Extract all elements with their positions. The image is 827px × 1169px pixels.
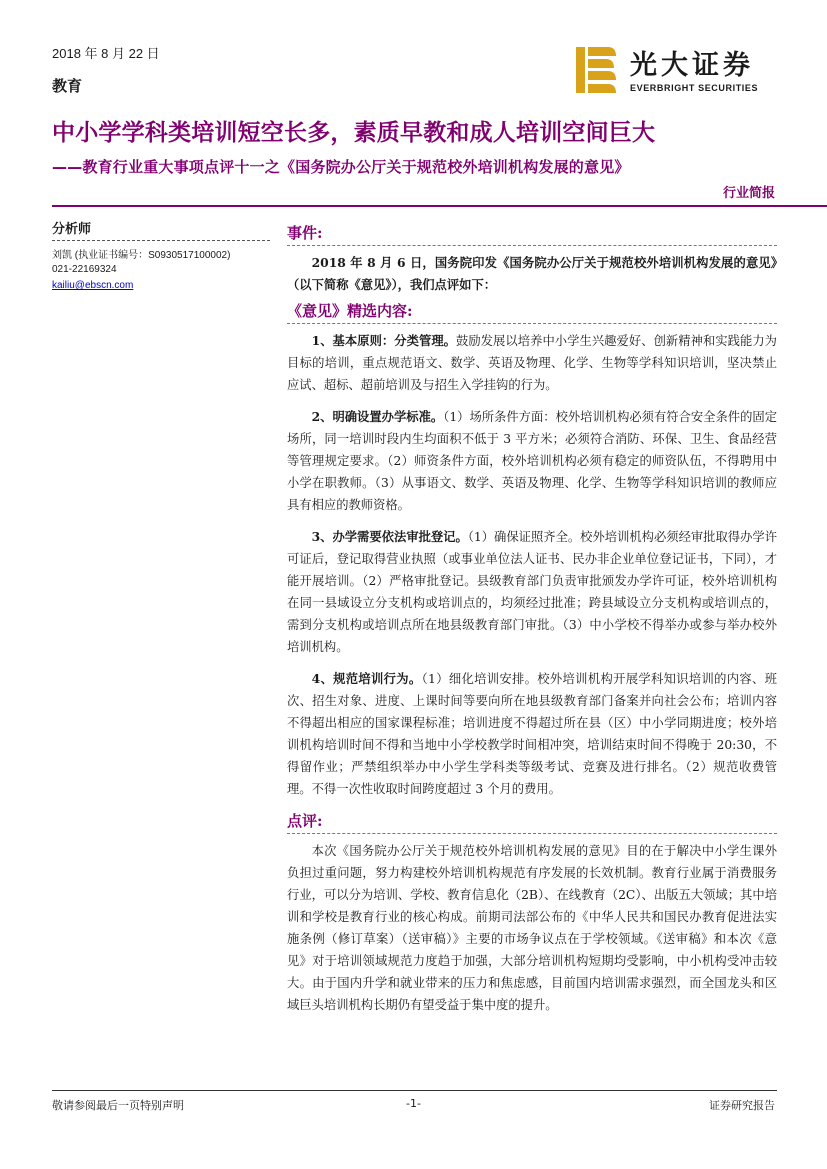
footer-report-label: 证券研究报告 [709, 1099, 775, 1112]
footer-disclaimer: 敬请参阅最后一页特别声明 [52, 1099, 184, 1112]
highlight-text: （1）细化培训安排。校外培训机构开展学科知识培训的内容、班次、招生对象、进度、上课时间等要向所在地县级教育部门备案并向社会公布；培训内容不得超出相应的国家课程标准；培训进度不得超过所在县（区）中小学同期进度；校外培训机构培训时间不得和当地中小学校教学时间相冲突，培训结束时间不得晚于 20:30，不得留作业；严禁组织举办中小学生学科类等级考试、竞赛及进行排名。（2）规范收费管理。不得一次性收取时间跨度超过 3 个月的费用。 [287, 672, 777, 796]
highlight-text: （1）场所条件方面：校外培训机构必须有符合安全条件的固定场所，同一培训时段内生均面积不低于 3 平方米；必须符合消防、环保、卫生、食品经营等管理规定要求。（2）师资条件方面，校外培训机构必须有稳定的师资队伍，不得聘用中小学在职教师。（3）从事语文、数学、英语及物理、化学、生物等学科知识培训的教师应具有相应的教师资格。 [287, 410, 777, 512]
highlights-divider [287, 323, 777, 324]
highlight-text: （1）确保证照齐全。校外培训机构必须经审批取得办学许可证后，登记取得营业执照（或事业单位法人证书、民办非企业单位登记证书，下同），才能开展培训。（2）严格审批登记。县级教育部门负责审批颁发办学许可证，校外培训机构在同一县域设立分支机构或培训点的，均须经过批准；跨县域设立分支机构或培训点的，需到分支机构或培训点所在地县级教育部门审批。（3）中小学校不得举办或参与举办校外培训机构。 [287, 530, 777, 654]
logo-text-en: EVERBRIGHT SECURITIES [630, 83, 759, 93]
page-number: -1- [406, 1097, 421, 1110]
event-heading: 事件: [287, 224, 323, 242]
event-divider [287, 245, 777, 246]
header-divider [52, 205, 827, 207]
event-text: 2018 年 8 月 6 日，国务院印发《国务院办公厅关于规范校外培训机构发展的意见》（以下简称《意见》），我们点评如下： [287, 255, 777, 292]
company-logo [574, 43, 779, 95]
highlight-lead: 4、规范培训行为。 [311, 671, 422, 686]
sector-label: 教育 [52, 78, 83, 95]
page-subtitle: ——教育行业重大事项点评十一之《国务院办公厅关于规范校外培训机构发展的意见》 [52, 158, 630, 176]
footer-divider [52, 1090, 777, 1091]
analyst-email-link[interactable]: kailiu@ebscn.com [52, 280, 134, 291]
highlight-lead: 3、办学需要依法审批登记。 [311, 529, 468, 544]
highlight-item [287, 526, 777, 658]
analyst-heading: 分析师 [52, 222, 92, 237]
comment-heading: 点评: [287, 812, 323, 830]
comment-divider [287, 833, 777, 834]
highlight-text: 鼓励发展以培养中小学生兴趣爱好、创新精神和实践能力为目标的培训，重点规范语文、数学、英语及物理、化学、生物等学科知识培训，坚决禁止应试、超标、超前培训及与招生入学挂钩的行为。 [287, 334, 777, 392]
analyst-divider [52, 240, 270, 241]
analyst-phone: 021-22169324 [52, 264, 117, 275]
report-date: 2018 年 8 月 22 日 [52, 46, 160, 61]
highlight-item [287, 330, 777, 396]
highlight-lead: 2、明确设置办学标准。 [311, 409, 444, 424]
highlight-item [287, 406, 777, 516]
comment-text: 本次《国务院办公厅关于规范校外培训机构发展的意见》目的在于解决中小学生课外负担过重问题，努力构建校外培训机构规范有序发展的长效机制。教育行业属于消费服务行业，可以分为培训、学校、教育信息化（2B）、在线教育（2C）、出版五大领域；其中培训和学校是教育行业的核心构成。前期司法部公布的《中华人民共和国民办教育促进法实施条例（修订草案）（送审稿）》主要的市场争议点在于学校领域。《送审稿》和本次《意见》对于培训领域规范力度趋于加强，大部分培训机构短期均受影响，中小机构受冲击较大。由于国内升学和就业带来的压力和焦虑感，目前国内培训需求强烈，而全国龙头和区域巨头培训机构长期仍有望受益于集中度的提升。 [287, 844, 777, 1012]
logo-text-cn: 光大证券 [630, 50, 754, 81]
report-type-label: 行业简报 [722, 186, 775, 201]
analyst-name: 刘凯 (执业证书编号：S0930517100002) [52, 250, 231, 261]
everbright-logo-icon [576, 47, 616, 93]
page-title: 中小学学科类培训短空长多，素质早教和成人培训空间巨大 [52, 120, 656, 146]
highlight-item [287, 668, 777, 800]
highlight-lead: 1、基本原则：分类管理。 [311, 333, 457, 348]
report-body [287, 222, 777, 1026]
highlights-heading: 《意见》精选内容: [287, 302, 413, 320]
